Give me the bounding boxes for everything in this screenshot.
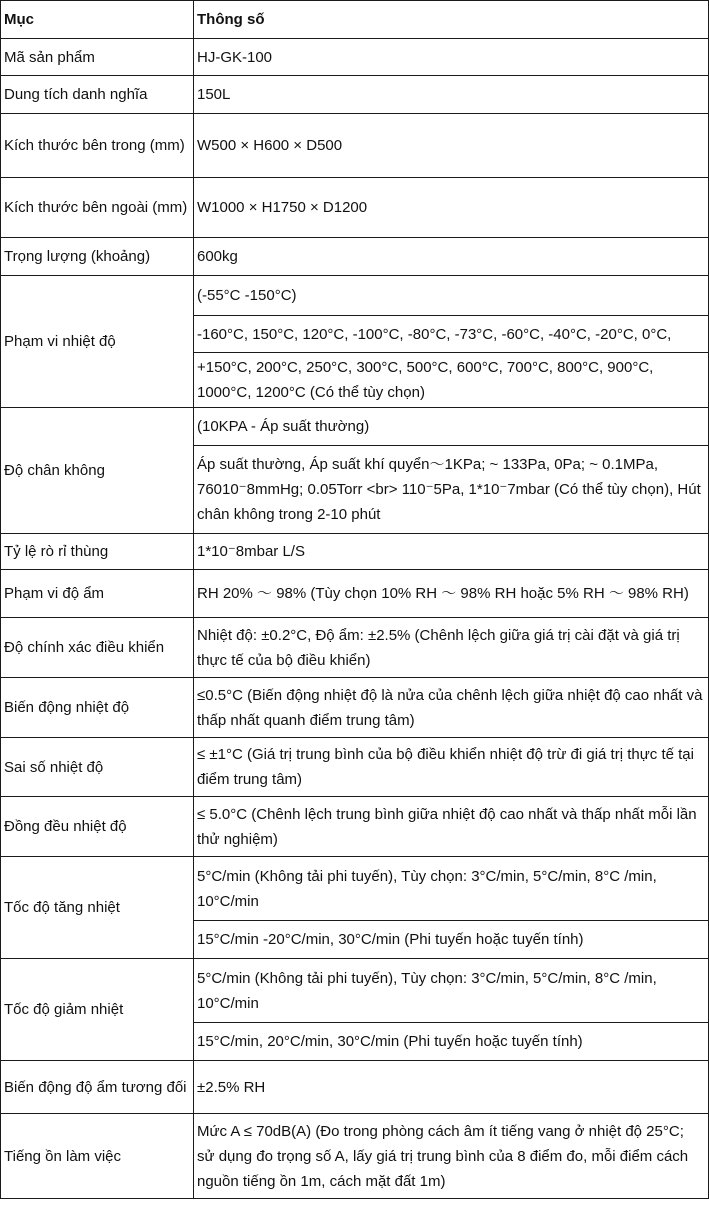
row-label: Tốc độ giảm nhiệt: [1, 959, 194, 1061]
row-value: ±2.5% RH: [194, 1061, 709, 1114]
table-row: [1, 276, 709, 316]
table-row: [1, 534, 709, 570]
row-value: 15°C/min -20°C/min, 30°C/min (Phi tuyến hoặc tuyến tính): [194, 921, 709, 959]
row-label: Mã sản phẩm: [1, 39, 194, 76]
row-value: Áp suất thường, Áp suất khí quyển～1KPa; ~ 133Pa, 0Pa; ~ 0.1MPa, 76010⁻8mmHg; 0.05Torr <br> 110⁻5Pa, 1*10⁻7mbar (Có thể tùy chọn), Hút chân không trong 2-10 phút: [194, 446, 709, 534]
row-value: (10KPA - Áp suất thường): [194, 408, 709, 446]
row-value: 1*10⁻8mbar L/S: [194, 534, 709, 570]
row-value: W1000 × H1750 × D1200: [194, 178, 709, 238]
row-value: HJ-GK-100: [194, 39, 709, 76]
row-label: Độ chân không: [1, 408, 194, 534]
row-value: (-55°C -150°C): [194, 276, 709, 316]
row-value: ≤0.5°C (Biến động nhiệt độ là nửa của chênh lệch giữa nhiệt độ cao nhất và thấp nhất quanh điểm trung tâm): [194, 678, 709, 738]
table-row: [1, 114, 709, 178]
row-label: Dung tích danh nghĩa: [1, 76, 194, 114]
row-label: Tỷ lệ rò rỉ thùng: [1, 534, 194, 570]
row-value: ≤ ±1°C (Giá trị trung bình của bộ điều khiển nhiệt độ trừ đi giá trị thực tế tại điểm trung tâm): [194, 738, 709, 797]
table-row: [1, 797, 709, 857]
row-value: W500 × H600 × D500: [194, 114, 709, 178]
table-row: [1, 39, 709, 76]
table-row: [1, 178, 709, 238]
spec-table-body: [1, 39, 709, 1199]
row-label: Kích thước bên trong (mm): [1, 114, 194, 178]
row-value: +150°C, 200°C, 250°C, 300°C, 500°C, 600°C, 700°C, 800°C, 900°C, 1000°C, 1200°C (Có thể tùy chọn): [194, 353, 709, 408]
row-value: Nhiệt độ: ±0.2°C, Độ ẩm: ±2.5% (Chênh lệch giữa giá trị cài đặt và giá trị thực tế của bộ điều khiển): [194, 618, 709, 678]
table-row: [1, 408, 709, 446]
table-row: [1, 238, 709, 276]
row-value: 5°C/min (Không tải phi tuyến), Tùy chọn: 3°C/min, 5°C/min, 8°C /min, 10°C/min: [194, 959, 709, 1023]
row-label: Tốc độ tăng nhiệt: [1, 857, 194, 959]
table-row: [1, 857, 709, 921]
row-value: 600kg: [194, 238, 709, 276]
row-value: 15°C/min, 20°C/min, 30°C/min (Phi tuyến hoặc tuyến tính): [194, 1023, 709, 1061]
row-value: -160°C, 150°C, 120°C, -100°C, -80°C, -73°C, -60°C, -40°C, -20°C, 0°C,: [194, 316, 709, 353]
row-label: Trọng lượng (khoảng): [1, 238, 194, 276]
header-spec: Thông số: [194, 1, 709, 39]
table-row: [1, 1061, 709, 1114]
row-value: Mức A ≤ 70dB(A) (Đo trong phòng cách âm ít tiếng vang ở nhiệt độ 25°C; sử dụng đo trọng số A, lấy giá trị trung bình của 8 điểm đo, mỗi điểm cách nguồn tiếng ồn 1m, cách mặt đất 1m): [194, 1114, 709, 1199]
row-value: ≤ 5.0°C (Chênh lệch trung bình giữa nhiệt độ cao nhất và thấp nhất mỗi lần thử nghiệm): [194, 797, 709, 857]
table-row: [1, 1114, 709, 1199]
row-value: 150L: [194, 76, 709, 114]
row-label: Sai số nhiệt độ: [1, 738, 194, 797]
header-item: Mục: [1, 1, 194, 39]
table-row: [1, 76, 709, 114]
row-value: RH 20% ～ 98% (Tùy chọn 10% RH ～ 98% RH hoặc 5% RH ～ 98% RH): [194, 570, 709, 618]
row-label: Biến động độ ẩm tương đối: [1, 1061, 194, 1114]
table-row: [1, 618, 709, 678]
row-value: 5°C/min (Không tải phi tuyến), Tùy chọn: 3°C/min, 5°C/min, 8°C /min, 10°C/min: [194, 857, 709, 921]
table-row: [1, 738, 709, 797]
table-row: [1, 959, 709, 1023]
row-label: Phạm vi độ ẩm: [1, 570, 194, 618]
row-label: Độ chính xác điều khiển: [1, 618, 194, 678]
table-header-row: [1, 1, 709, 39]
row-label: Kích thước bên ngoài (mm): [1, 178, 194, 238]
table-row: [1, 570, 709, 618]
table-row: [1, 678, 709, 738]
row-label: Phạm vi nhiệt độ: [1, 276, 194, 408]
row-label: Đồng đều nhiệt độ: [1, 797, 194, 857]
row-label: Biến động nhiệt độ: [1, 678, 194, 738]
row-label: Tiếng ồn làm việc: [1, 1114, 194, 1199]
